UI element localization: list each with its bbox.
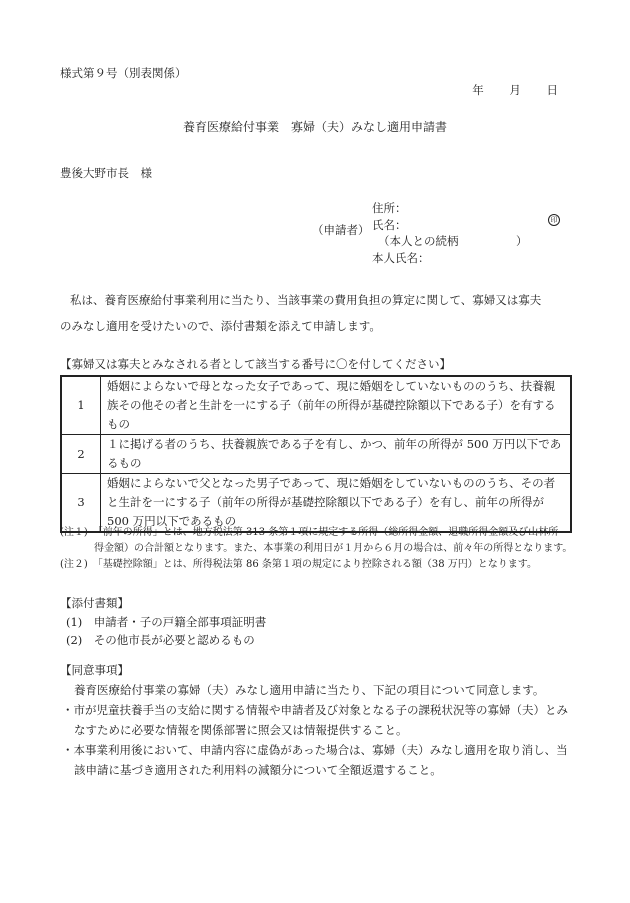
table-row [61,376,571,435]
consent-heading: 【同意事項】 [60,663,129,677]
note-2: (注２) 「基礎控除額」とは、所得税法第 86 条第１項の規定により控除される額（38 万円）となります。 [60,559,537,570]
form-number: 様式第９号（別表関係） [60,66,187,80]
consent-bullet-2: ・本事業利用後において、申請内容に虚偽があった場合は、寡婦（夫）みなし適用を取り消し、当該申請に基づき適用された利用料の減額分について全額返還すること。 [62,743,568,777]
option-number[interactable]: 2 [61,435,101,474]
person-name-label: 本人氏名： [372,251,430,265]
address-label: 住所： [372,201,407,215]
note-1-head: (注１) 「前年の所得」とは、地方税法第 313 条第１項に規定する所得（総所得金額、退職所得金額及び山林所 [60,527,559,538]
option-number[interactable]: 3 [61,474,101,533]
consent-intro: 養育医療給付事業の寡婦（夫）みなし適用申請に当たり、下記の項目について同意します。 [74,683,545,697]
addressee: 豊後大野市長 様 [60,166,152,180]
applicant-label: （申請者） [312,223,370,237]
table-row [61,474,571,533]
option-number[interactable]: 1 [61,376,101,435]
name-label: 氏名： [372,218,407,232]
intro-line-1: 私は、養育医療給付事業利用に当たり、当該事業の費用負担の算定に関して、寡婦又は寡夫 [70,293,542,307]
date-year: 年 [472,83,484,97]
attachments-heading: 【添付書類】 [60,596,129,610]
relation-label: （本人との続柄 ） [378,234,528,248]
options-table [60,375,572,533]
intro-line-2: のみなし適用を受けたいので、添付書類を添えて申請します。 [60,319,381,333]
attachment-item-2: (2) その他市長が必要と認めるもの [66,633,255,647]
document-title: 養育医療給付事業 寡婦（夫）みなし適用申請書 [182,120,447,134]
option-text: １に掲げる者のうち、扶養親族である子を有し、かつ、前年の所得が 500 万円以下であるもの [101,435,572,474]
date-month: 月 [509,83,521,97]
consent-body [60,680,575,780]
option-text: 婚姻によらないで母となった女子であって、現に婚姻をしていないもののうち、扶養親族その他その者と生計を一にする子（前年の所得が基礎控除額以下である子）を有するもの [101,376,572,435]
option-text: 婚姻によらないで父となった男子であって、現に婚姻をしていないもののうち、その者と生計を一にする子（前年の所得が基礎控除額以下である子）を有し、前年の所得が 500 万円以下であるもの [101,474,572,533]
date-day: 日 [546,83,558,97]
options-heading: 【寡婦又は寡夫とみなされる者として該当する番号に〇を付してください】 [60,357,451,371]
consent-bullet-1: ・市が児童扶養手当の支給に関する情報や申請者及び対象となる子の課税状況等の寡婦（夫）とみなすために必要な情報を関係部署に照会又は情報提供すること。 [62,703,568,737]
attachment-item-1: (1) 申請者・子の戸籍全部事項証明書 [66,615,267,629]
date-line [450,82,558,98]
note-1-continuation: 得金額）の合計額となります。また、本事業の利用日が１月から６月の場合は、前々年の所得となります。 [94,543,573,554]
notes-block [60,525,575,573]
seal-mark: 印 [548,214,560,226]
intro-paragraph [60,287,580,339]
table-row [61,435,571,474]
